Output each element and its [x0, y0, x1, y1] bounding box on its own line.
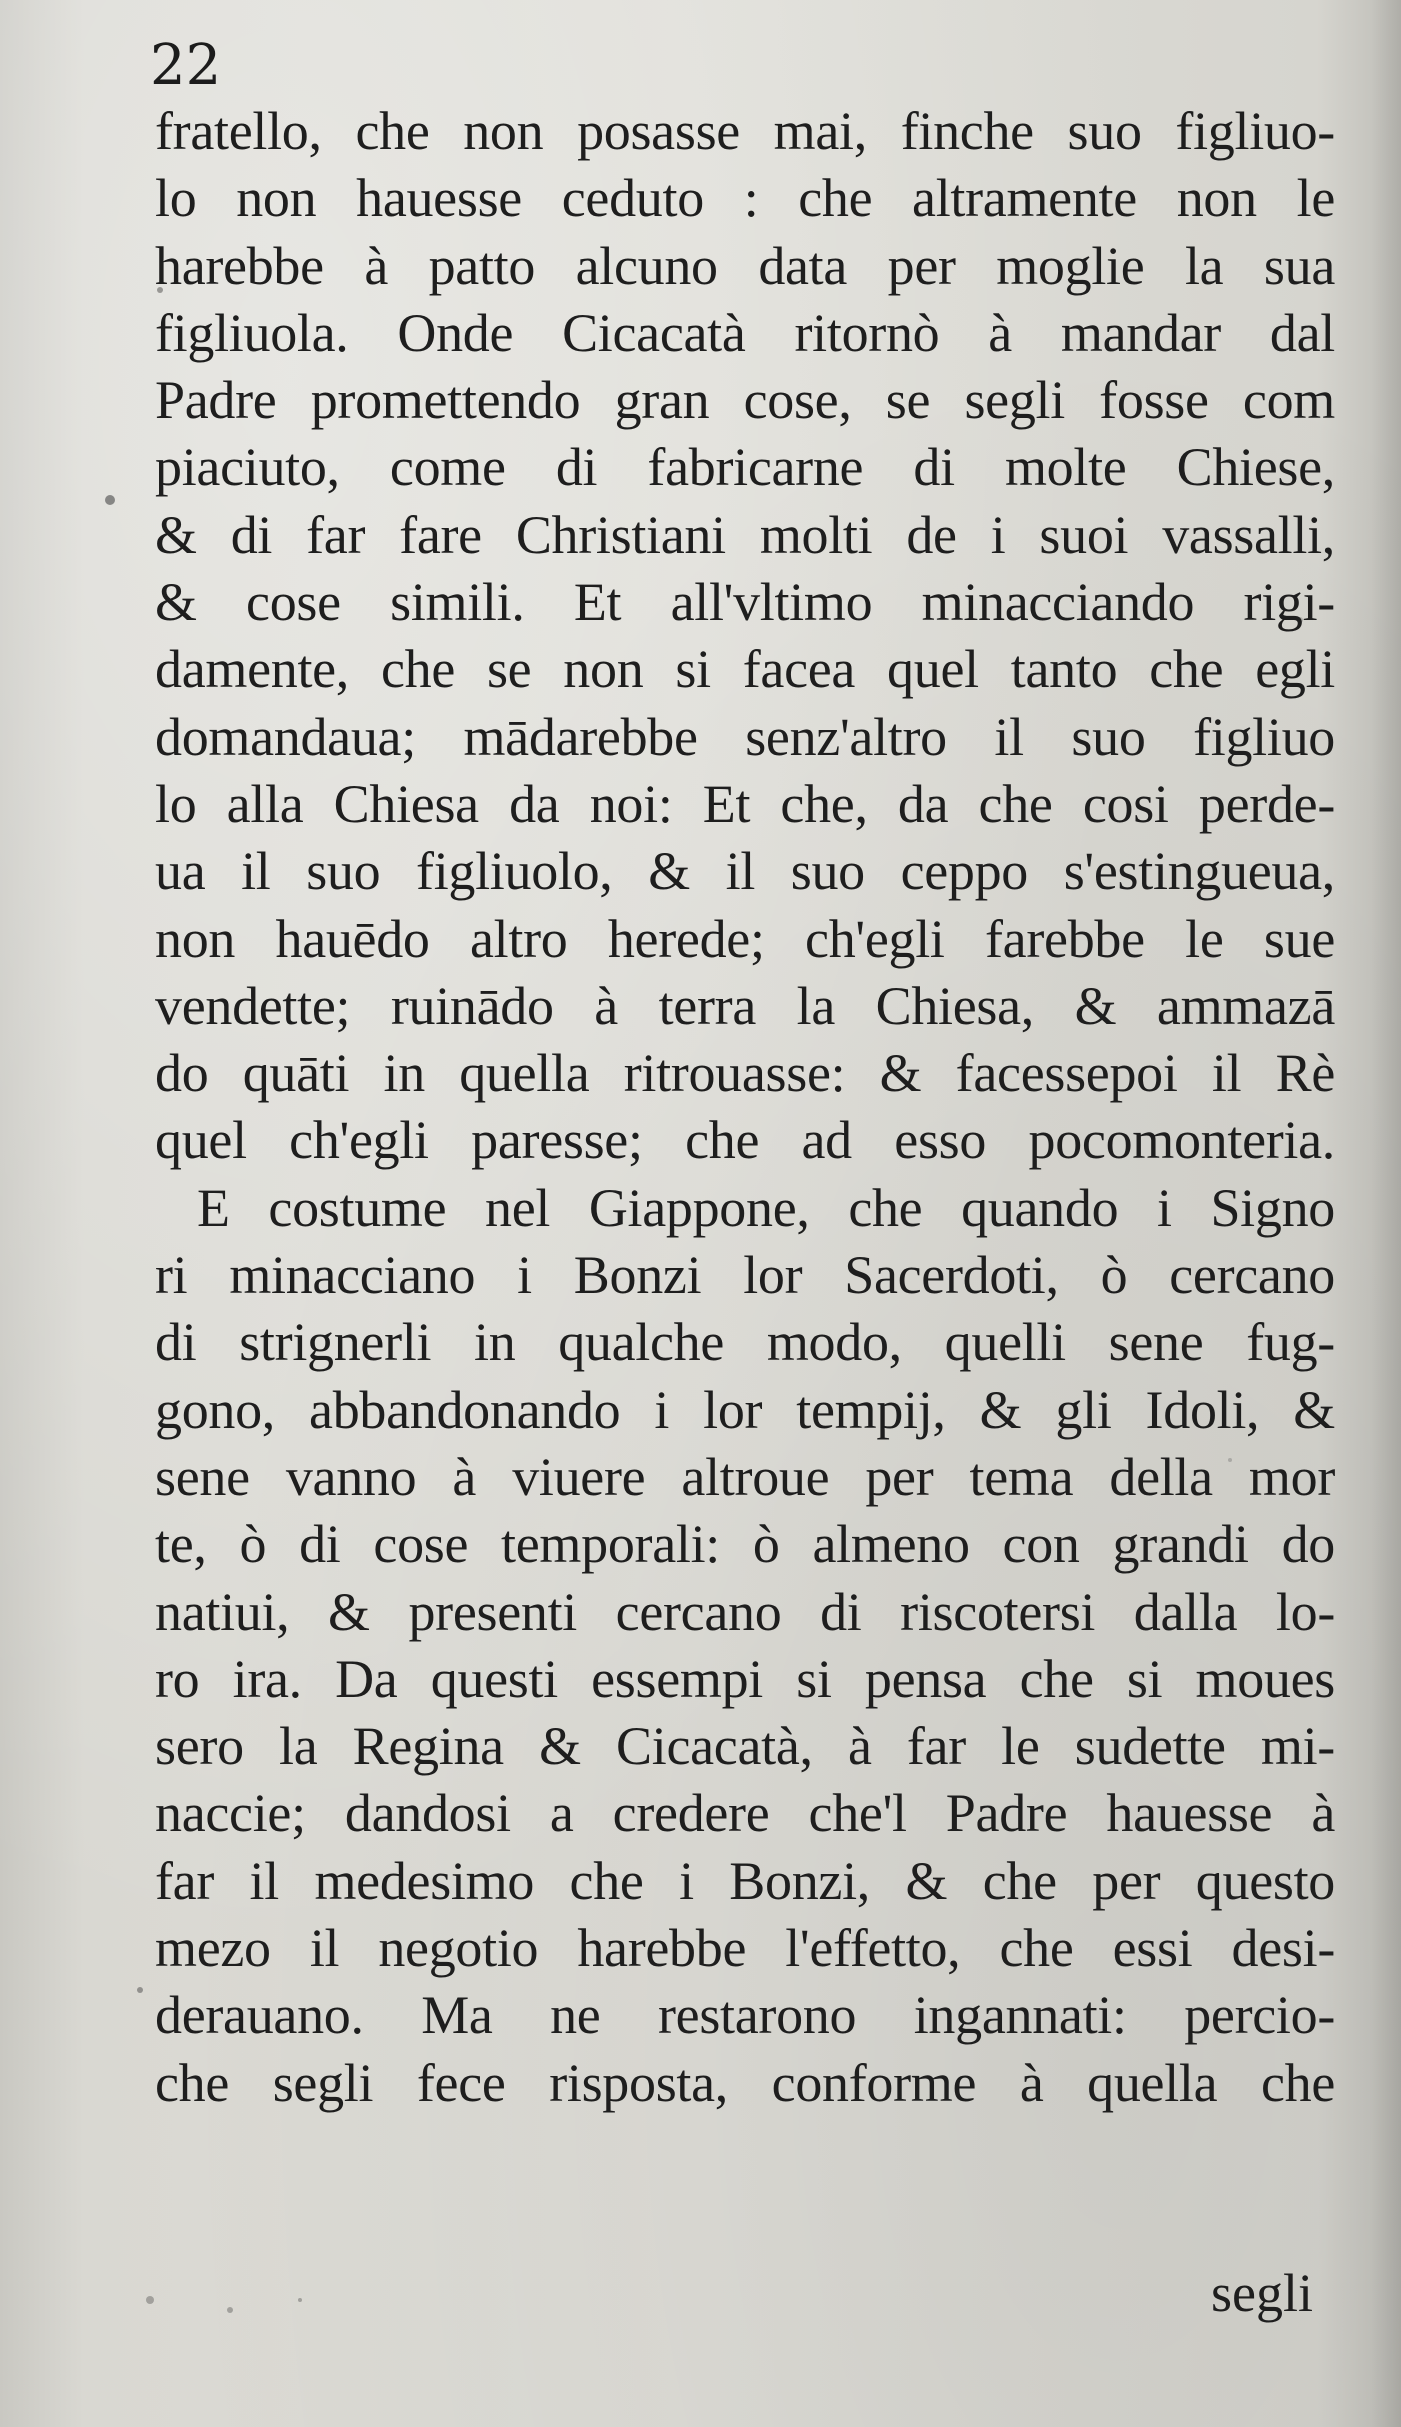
- text-line: di strignerli in qualche modo, quelli sene fug-: [155, 1312, 1335, 1373]
- text-line: quel ch'egli paresse; che ad esso pocomonteria.: [155, 1110, 1335, 1171]
- text-line: ro ira. Da questi essempi si pensa che si moues: [155, 1648, 1335, 1709]
- text-line: ua il suo figliuolo, & il suo ceppo s'estingueua,: [155, 841, 1335, 902]
- text-line: natiui, & presenti cercano di riscotersi dalla lo-: [155, 1581, 1335, 1642]
- catchword: segli: [1211, 2263, 1313, 2323]
- text-line: gono, abbandonando i lor tempij, & gli Idoli, &: [155, 1379, 1335, 1440]
- text-line: derauano. Ma ne restarono ingannati: percio-: [155, 1985, 1335, 2046]
- text-line: vendette; ruinādo à terra la Chiesa, & ammazā: [155, 975, 1335, 1036]
- text-line: harebbe à patto alcuno data per moglie la sua: [155, 235, 1335, 296]
- text-line: mezo il negotio harebbe l'effetto, che essi desi-: [155, 1918, 1335, 1979]
- text-line: Padre promettendo gran cose, se segli fosse com: [155, 370, 1335, 431]
- text-line: che segli fece risposta, conforme à quella che: [155, 2052, 1335, 2113]
- text-line: figliuola. Onde Cicacatà ritornò à mandar dal: [155, 302, 1335, 363]
- text-line: & di far fare Christiani molti de i suoi vassalli,: [155, 504, 1335, 565]
- body-text: [155, 98, 1335, 2117]
- text-line: naccie; dandosi a credere che'l Padre hauesse à: [155, 1783, 1335, 1844]
- text-line: non hauēdo altro herede; ch'egli farebbe le sue: [155, 908, 1335, 969]
- text-line: damente, che se non si facea quel tanto che egli: [155, 639, 1335, 700]
- text-line: te, ò di cose temporali: ò almeno con grandi do: [155, 1514, 1335, 1575]
- text-line: fratello, che non posasse mai, finche suo figliuo-: [155, 101, 1335, 161]
- text-line: ri minacciano i Bonzi lor Sacerdoti, ò cercano: [155, 1245, 1335, 1306]
- text-line-paragraph-start: E costume nel Giappone, che quando i Signo: [197, 1177, 1335, 1238]
- text-line: far il medesimo che i Bonzi, & che per questo: [155, 1850, 1335, 1911]
- text-line: lo non hauesse ceduto : che altramente non le: [155, 168, 1335, 229]
- text-line: domandaua; mādarebbe senz'altro il suo figliuo: [155, 706, 1335, 767]
- text-line: sero la Regina & Cicacatà, à far le sudette mi-: [155, 1716, 1335, 1777]
- text-line: lo alla Chiesa da noi: Et che, da che cosi perde-: [155, 773, 1335, 834]
- text-line: sene vanno à viuere altroue per tema della mor: [155, 1446, 1335, 1507]
- text-line: do quāti in quella ritrouasse: & facessepoi il Rè: [155, 1043, 1335, 1104]
- text-line: & cose simili. Et all'vltimo minacciando rigi-: [155, 572, 1335, 633]
- page-number: 22: [150, 33, 222, 98]
- page-edge-shadow: [1371, 0, 1401, 2427]
- text-line: piaciuto, come di fabricarne di molte Chiese,: [155, 437, 1335, 498]
